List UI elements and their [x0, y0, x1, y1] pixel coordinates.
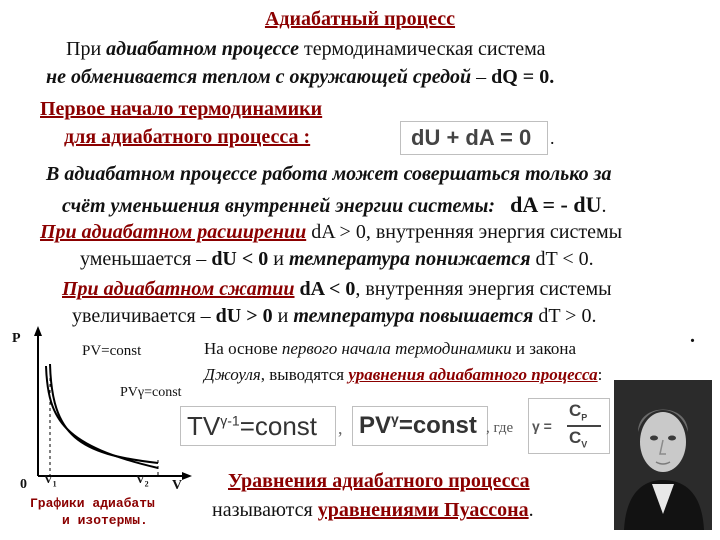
intro-dash: –: [471, 66, 492, 88]
expansion-mid: dA > 0, внутренняя энергия системы: [306, 221, 623, 243]
derivation-line-1: [204, 339, 576, 359]
poisson-dot: .: [528, 499, 534, 521]
intro-line-2: [46, 66, 554, 89]
work-line-2: [62, 192, 606, 218]
portrait-eye-left: [650, 436, 658, 441]
compression-text-a: увеличивается –: [72, 305, 216, 327]
equation-pv-box: [352, 406, 488, 446]
v2-sub: 2: [144, 479, 149, 489]
derivation-colon: :: [597, 365, 603, 384]
derivation-text-a: На основе: [204, 339, 282, 358]
graph-caption-1: Графики адиабаты: [30, 496, 155, 511]
poisson-text-a: называются: [212, 499, 318, 521]
work-end-dot: .: [601, 195, 607, 217]
eq-tv-base: TV: [187, 411, 221, 441]
eq-pv-base: PV: [359, 412, 392, 439]
equation-tv: [187, 411, 317, 442]
expansion-du: dU < 0: [211, 248, 269, 270]
derivation-equations-link: уравнения адиабатного процесса: [348, 365, 598, 384]
stray-dot: .: [690, 325, 695, 347]
expansion-emphasis: При адиабатном расширении: [40, 221, 307, 243]
page-title: Адиабатный процесс: [264, 8, 456, 30]
intro-prefix: При: [66, 38, 107, 60]
intro-emphasis: адиабатном процессе: [106, 38, 300, 60]
gamma-denominator: [569, 428, 587, 449]
adiabat-label: PVγ=const: [120, 385, 182, 400]
compression-line-2: [72, 305, 596, 328]
compression-and: и: [272, 305, 294, 327]
gamma-numerator: [569, 401, 587, 422]
expansion-text-a: уменьшается –: [80, 248, 212, 270]
intro-suffix: термодинамическая система: [299, 38, 546, 60]
expansion-line-2: [80, 248, 594, 271]
portrait-eye-right: [668, 436, 676, 441]
first-law-dot: .: [550, 128, 555, 148]
intro-dq-equation: dQ = 0.: [491, 66, 555, 88]
portrait-image: [614, 380, 712, 530]
expansion-temp: температура понижается: [288, 248, 531, 270]
derivation-line-2: [204, 365, 602, 385]
compression-line-1: [62, 278, 612, 301]
compression-emphasis: При адиабатном сжатии: [62, 278, 295, 300]
compression-da: dA < 0: [294, 278, 356, 300]
gamma-fraction-bar: [567, 425, 601, 427]
eq-pv-rest: =const: [398, 412, 477, 439]
eq-tv-exp: γ-1: [220, 412, 240, 429]
eq-pv-exp: γ: [391, 411, 399, 427]
work-line-1: В адиабатном процессе работа может совершаться только за: [46, 163, 612, 185]
equation-tv-box: [180, 406, 336, 446]
gamma-num-c: C: [569, 401, 582, 420]
poisson-heading: Уравнения адиабатного процесса: [228, 470, 530, 492]
compression-mid: , внутренняя энергия системы: [355, 278, 612, 300]
gamma-num-sub: P: [581, 412, 588, 423]
v2-letter: V: [136, 472, 145, 486]
expansion-dt: dT < 0.: [530, 248, 594, 270]
first-law-heading-1: Первое начало термодинамики: [40, 98, 323, 120]
v2-label: [136, 472, 149, 488]
equation-comma: ,: [338, 418, 343, 438]
isotherm-label: PV=const: [82, 343, 142, 359]
gamma-den-c: C: [569, 428, 582, 447]
derivation-text-c: , выводятся: [260, 365, 349, 384]
intro-no-heat-exchange: не обменивается теплом с окружающей средой: [46, 66, 472, 88]
isotherm-curve: [50, 364, 158, 463]
v-axis-label: V: [172, 478, 183, 493]
expansion-line-1: [40, 221, 622, 244]
origin-label: 0: [20, 477, 27, 492]
work-text: счёт уменьшения внутренней энергии системы:: [62, 195, 496, 217]
v1-sub: 1: [52, 479, 57, 489]
equation-pv: [359, 411, 477, 440]
gamma-den-sub: V: [581, 439, 588, 450]
poisson-line-2: [212, 499, 534, 522]
compression-temp: температура повышается: [293, 305, 534, 327]
first-law-heading-2: для адиабатного процесса :: [64, 126, 311, 148]
intro-line-1: [66, 38, 546, 61]
v1-label: [44, 472, 57, 488]
eq-tv-rest: =const: [239, 411, 318, 441]
poisson-equations: уравнениями Пуассона: [317, 499, 529, 521]
gamma-lhs: γ =: [532, 418, 552, 434]
derivation-text-b: и закона: [511, 339, 576, 358]
compression-dt: dT > 0.: [533, 305, 597, 327]
derivation-first-law: первого начала термодинамики: [281, 339, 512, 358]
first-law-formula-box: [400, 121, 548, 155]
v-axis-arrow: [182, 472, 192, 480]
gamma-box: [528, 398, 610, 454]
work-equation: dA = - dU: [510, 192, 602, 217]
expansion-and: и: [268, 248, 289, 270]
p-axis-label: P: [12, 331, 21, 346]
graph-caption-2: и изотермы.: [62, 513, 148, 528]
p-axis-arrow: [34, 326, 42, 336]
v1-letter: V: [44, 472, 53, 486]
first-law-formula: dU + dA = 0: [411, 125, 532, 150]
equation-where: , где: [486, 420, 514, 436]
derivation-joule: Джоуля: [204, 365, 261, 384]
compression-du: dU > 0: [215, 305, 273, 327]
